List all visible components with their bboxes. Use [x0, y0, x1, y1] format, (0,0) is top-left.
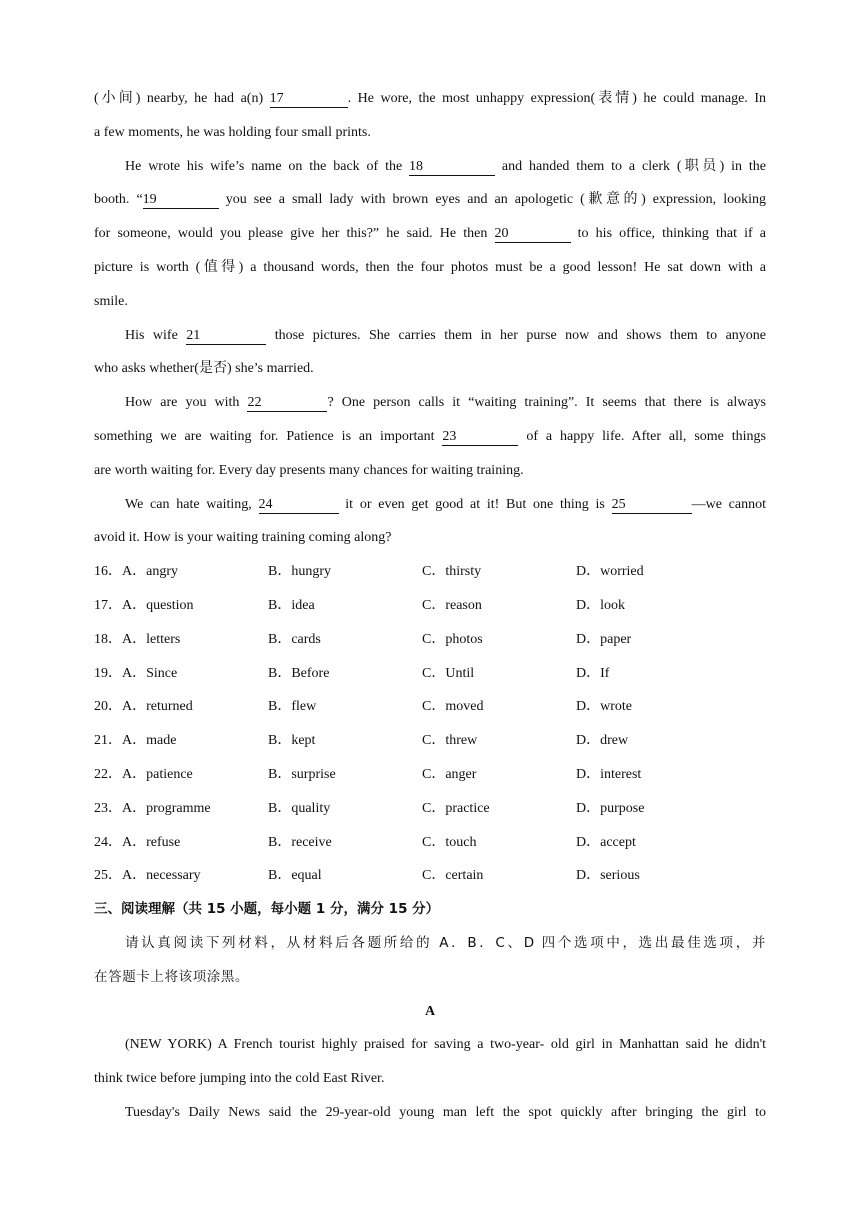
blank-24[interactable]: 24 — [259, 497, 339, 514]
blank-22[interactable]: 22 — [247, 395, 327, 412]
passage-line: a few moments, he was holding four small prints. — [94, 124, 371, 140]
text: . He wore, the most unhappy expression(表情) he could manage. In — [347, 91, 766, 106]
blank-20[interactable]: 20 — [495, 226, 571, 243]
passage-line: are worth waiting for. Every day presents many chances for waiting training. — [94, 462, 524, 478]
option-row — [94, 555, 766, 589]
blank-17[interactable]: 17 — [270, 91, 348, 108]
option-b[interactable]: B．kept — [268, 733, 316, 749]
text: you see a small lady with brown eyes and an apologetic (歉意的) expression, looking — [225, 192, 767, 208]
option-b[interactable]: B．cards — [268, 631, 321, 647]
section-heading: 三、阅读理解（共 15 小题，每小题 1 分，满分 15 分） — [94, 901, 440, 918]
option-d[interactable]: D．drew — [576, 733, 629, 749]
document-page — [94, 82, 766, 1130]
blank-19[interactable]: 19 — [143, 192, 219, 209]
option-d[interactable]: D．look — [576, 597, 625, 613]
passage-line: think twice before jumping into the cold East River. — [94, 1071, 385, 1087]
option-c[interactable]: C．photos — [422, 631, 483, 647]
passage-line: smile. — [94, 293, 128, 309]
option-row — [94, 690, 766, 724]
option-a[interactable]: 21．A．made — [94, 733, 177, 749]
text: something we are waiting for. Patience is an important — [94, 428, 435, 444]
option-c[interactable]: C．touch — [422, 834, 477, 850]
option-b[interactable]: B．quality — [268, 800, 331, 816]
passage-line: Tuesday's Daily News said the 29-year-old young man left the spot quickly after bringing the girl to — [125, 1104, 766, 1120]
passage-line — [94, 319, 766, 353]
text: His wife — [125, 327, 178, 343]
option-c[interactable]: C．thirsty — [422, 564, 482, 580]
text: —we cannot — [691, 496, 766, 512]
option-a[interactable]: 25．A．necessary — [94, 868, 201, 884]
option-d[interactable]: D．wrote — [576, 699, 632, 715]
passage-line — [94, 420, 766, 454]
passage-line: (NEW YORK) A French tourist highly praised for saving a two-year- old girl in Manhattan said he didn't — [125, 1037, 766, 1053]
option-a[interactable]: 17．A．question — [94, 597, 194, 613]
text: those pictures. She carries them in her purse now and shows them to anyone — [274, 327, 767, 343]
blank-25[interactable]: 25 — [612, 497, 692, 514]
text: We can hate waiting, — [125, 496, 252, 512]
instruction-line: 在答题卡上将该项涂黑。 — [94, 968, 250, 985]
option-a[interactable]: 23．A．programme — [94, 800, 211, 816]
passage-line — [94, 82, 766, 116]
text: of a happy life. After all, some things — [526, 428, 767, 444]
option-c[interactable]: C．Until — [422, 665, 475, 681]
option-c[interactable]: C．reason — [422, 597, 482, 613]
passage-line — [94, 217, 766, 251]
option-c[interactable]: C．threw — [422, 733, 478, 749]
text: it or even get good at it! But one thing is — [345, 496, 605, 512]
option-row — [94, 657, 766, 691]
option-b[interactable]: B．hungry — [268, 564, 331, 580]
passage-line: avoid it. How is your waiting training coming along? — [94, 530, 392, 546]
option-b[interactable]: B．receive — [268, 834, 332, 850]
option-c[interactable]: C．practice — [422, 800, 490, 816]
option-c[interactable]: C．certain — [422, 868, 484, 884]
option-row — [94, 623, 766, 657]
text: ? One person calls it “waiting training”. It seems that there is always — [327, 395, 767, 411]
option-d[interactable]: D．accept — [576, 834, 636, 850]
text: booth. “ — [94, 192, 143, 208]
option-d[interactable]: D．purpose — [576, 800, 645, 816]
option-a[interactable]: 18．A．letters — [94, 631, 181, 647]
passage-line — [94, 183, 766, 217]
option-b[interactable]: B．equal — [268, 868, 322, 884]
text: for someone, would you please give her this?” he said. He then — [94, 226, 488, 242]
option-row — [94, 792, 766, 826]
passage-line — [94, 386, 766, 420]
passage-line — [94, 488, 766, 522]
option-a[interactable]: 19．A．Since — [94, 665, 178, 681]
option-row — [94, 589, 766, 623]
options-list — [94, 555, 766, 893]
blank-23[interactable]: 23 — [442, 429, 518, 446]
option-a[interactable]: 16．A．angry — [94, 564, 178, 580]
passage-line — [94, 150, 766, 184]
option-d[interactable]: D．If — [576, 665, 610, 681]
option-a[interactable]: 20．A．returned — [94, 699, 193, 715]
option-d[interactable]: D．interest — [576, 766, 642, 782]
text: How are you with — [125, 395, 240, 411]
option-row — [94, 859, 766, 893]
option-row — [94, 826, 766, 860]
option-b[interactable]: B．idea — [268, 597, 315, 613]
passage-heading: A — [424, 1003, 436, 1019]
option-a[interactable]: 22．A．patience — [94, 766, 193, 782]
instruction-line: 请认真阅读下列材料，从材料后各题所给的 A．B．C、D 四个选项中，选出最佳选项，并 — [125, 934, 766, 951]
passage-line: picture is worth (值得) a thousand words, then the four photos must be a good lesson! He sat down with a — [94, 259, 766, 275]
option-a[interactable]: 24．A．refuse — [94, 834, 181, 850]
option-d[interactable]: D．worried — [576, 564, 644, 580]
option-d[interactable]: D．paper — [576, 631, 632, 647]
option-row — [94, 758, 766, 792]
text: and handed them to a clerk (职员) in the — [501, 158, 766, 174]
option-c[interactable]: C．moved — [422, 699, 484, 715]
option-b[interactable]: B．surprise — [268, 766, 336, 782]
text: (小间) nearby, he had a(n) — [94, 91, 264, 106]
blank-18[interactable]: 18 — [409, 159, 495, 176]
option-c[interactable]: C．anger — [422, 766, 477, 782]
option-b[interactable]: B．flew — [268, 699, 317, 715]
option-b[interactable]: B．Before — [268, 665, 330, 681]
text: to his office, thinking that if a — [577, 226, 767, 242]
passage-line: who asks whether(是否) she’s married. — [94, 361, 314, 377]
option-d[interactable]: D．serious — [576, 868, 640, 884]
text: He wrote his wife’s name on the back of the — [125, 158, 403, 174]
option-row — [94, 724, 766, 758]
blank-21[interactable]: 21 — [186, 328, 266, 345]
